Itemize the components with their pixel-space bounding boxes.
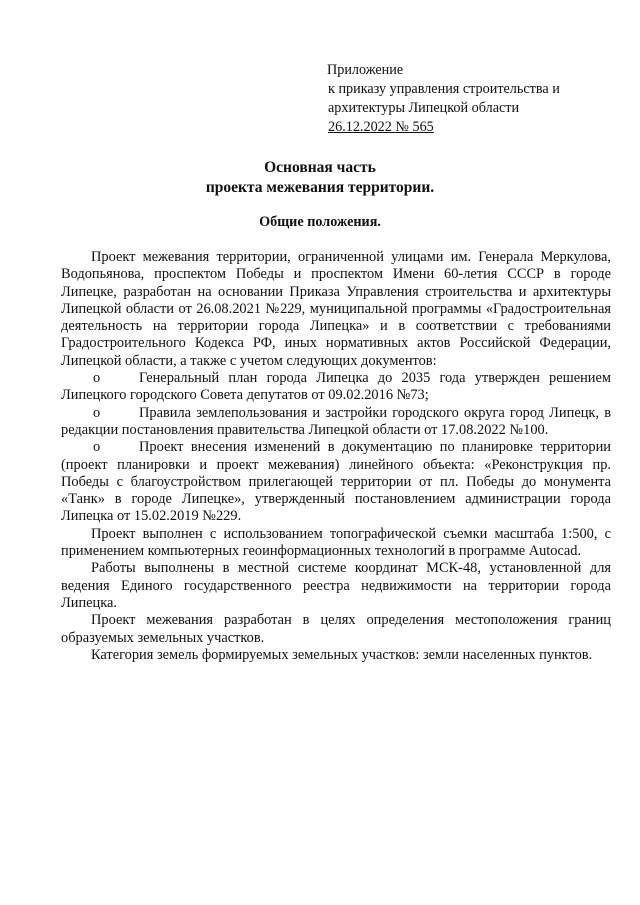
paragraph-land-category: Категория земель формируемых земельных участков: земли населенных пунктов. xyxy=(91,646,593,663)
intro-paragraph: Проект межевания территории, ограниченной улицами им. Генерала Меркулова, Водопьянова, проспектом Победы и проспектом Имени 60-летия СССР в городе Липецке, разработан на основании Приказа Управления строительства и архитектуры Липецкой области от 26.08.2021 №229, муниципальной программы «Градостроительная деятельность на территории города Липецка» и в соответствии с требованиями Градостроительного Кодекса РФ, иных нормативных актов Российской Федерации, Липецкой области, а также с учетом следующих документов: xyxy=(61,249,611,369)
section-heading: Общие положения. xyxy=(259,214,381,230)
appendix-date-number: 26.12.2022 № 565 xyxy=(328,119,434,135)
appendix-header xyxy=(327,61,560,137)
list-item xyxy=(61,370,611,405)
title-line-1: Основная часть xyxy=(264,159,376,176)
bullet-icon: o xyxy=(93,404,101,421)
title-line-2: проекта межевания территории. xyxy=(205,179,435,196)
list-item-text: Проект внесения изменений в документацию по планировке территории (проект планировки и проект межевания) линейного объекта: «Реконструкция пр. Победы с благоустройством прилегающей территории от пл. Победы до монумента «Танк» в городе Липецке», утвержденный постановлением администрации города Липецка от 15.02.2019 №229. xyxy=(61,439,611,525)
list-item xyxy=(61,405,611,440)
paragraph-survey: Проект выполнен с использованием топографической съемки масштаба 1:500, с применением компьютерных геоинформационных технологий в программе Autocad. xyxy=(61,525,611,560)
list-item xyxy=(61,439,611,525)
document-title xyxy=(0,158,640,198)
appendix-line-3: архитектуры Липецкой области xyxy=(328,100,520,116)
appendix-line-1: Приложение xyxy=(327,62,404,78)
bullet-icon: o xyxy=(93,439,101,456)
appendix-line-2: к приказу управления строительства и xyxy=(328,81,560,97)
list-item-text: Правила землепользования и застройки городского округа город Липецк, в редакции постановления правительства Липецкой области от 17.08.2022 №100. xyxy=(61,404,611,438)
paragraph-coordinates: Работы выполнены в местной системе координат МСК-48, установленной для ведения Единого государственного реестра недвижимости на территории города Липецка. xyxy=(61,560,611,611)
document-body xyxy=(61,249,611,664)
bullet-icon: o xyxy=(93,370,101,387)
list-item-text: Генеральный план города Липецка до 2035 года утвержден решением Липецкого городского Совета депутатов от 09.02.2016 №73; xyxy=(61,370,611,404)
paragraph-purpose: Проект межевания разработан в целях определения местоположения границ образуемых земельных участков. xyxy=(61,612,611,646)
